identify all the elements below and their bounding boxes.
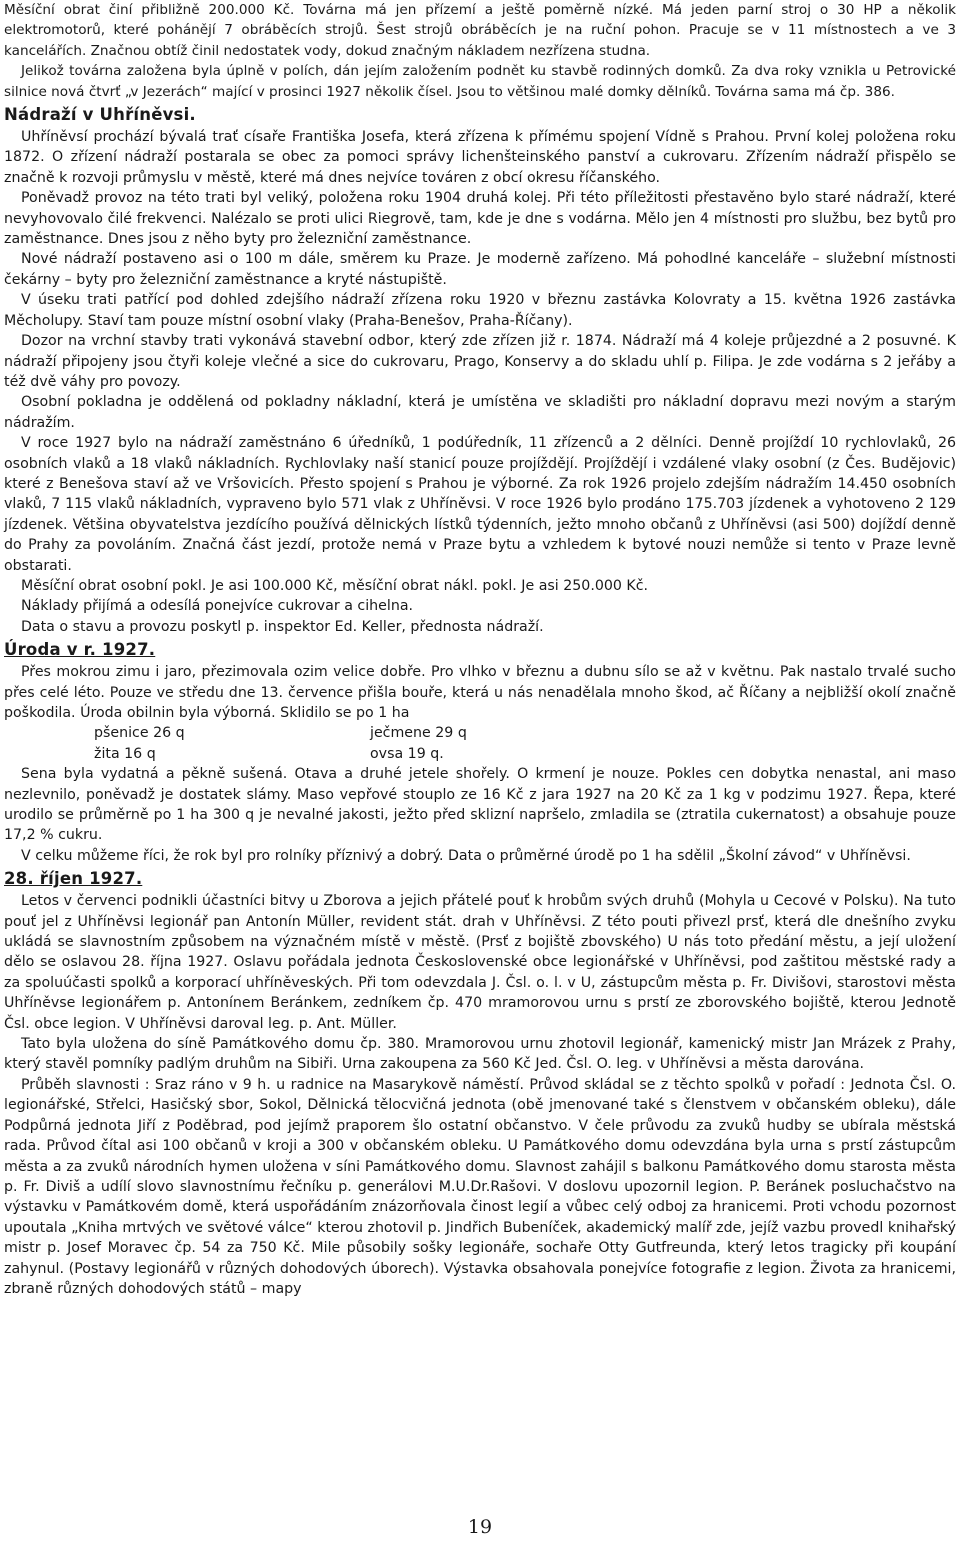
paragraph-freight: Náklady přijímá a odesílá ponejvíce cukrovar a cihelna. — [21, 598, 414, 615]
paragraph-new-station: Nové nádraží postaveno asi o 100 m dále, směrem ku Praze. Je moderně zařízeno. Má pohodlné kanceláře – služební místnosti čekárny – byty pro železniční zaměstnance a kryté nástupiště. — [4, 251, 956, 288]
yield-cell: ječmene 29 q — [370, 725, 467, 742]
paragraph-factory-houses: Jelikož továrna založena byla úplně v polích, dán jejím založením podnět ku stavbě rodinných domků. Za dva roky vznikla u Petrovické silnice nová čtvrť „v Jezerách“ mající v prosinci 1927 několik čísel. Jsou to většinou malé domky dělníků. Továrna sama má čp. 386. — [4, 63, 956, 100]
paragraph-ceremony: Průběh slavnosti : Sraz ráno v 9 h. u radnice na Masarykově náměstí. Průvod skládal se z těchto spolků v pořadí : Jednota Čsl. O. legionářské, Střelci, Hasičský sbor, Sokol, Dělnická tělocvičná jednota (obě jmenované také s členstvem v občanském obleku), dále Podpůrná jednota Jiří z Poděbrad, pod jejímž praporem šlo ostatní občanstvo. V čele průvodu za zvuků hudby se ubírala městská rada. Průvod čítal asi 100 občanů v kroji a 300 v občanském obleku. U Památkového domu odevzdána byla urna s prstí zástupcům města a za zvuků národních hymen uložena v síni Památkového domu. Slavnost zahájil s balkonu Památkového domu starosta města p. Fr. Diviš a udílí slovo slavnostnímu řečníku p. generálovi M.U.Dr.Rašovi. V doslovu upozornil legion. P. Beránek posluchačstvo na výstavku v Památkovém domě, která uspořádáním znázorňovala činost legií a vůbec celý odboj za hranicemi. Proti vchodu pozornost upoutala „Kniha mrtvých ve světové válce“ kterou zhotovil p. Jindřich Bubeníček, akademický malíř zde, jejíž vazbu provedl knihařský mistr p. Josef Moravec čp. 54 za 750 Kč. Mile působily sošky legionáře, sochaře Otty Gutfreunda, který letos tragicky při koupání zahynul. (Postavy legionářů v různých dohodových úborech). Výstavka obsahovala ponejvíce fotografie z legion. Života za hranicemi, zbraně různých dohodových států – mapy — [4, 1076, 956, 1297]
yield-row — [4, 744, 956, 764]
yield-table — [4, 723, 956, 764]
yield-cell: žita 16 q — [94, 745, 156, 762]
paragraph-tracks: Dozor na vrchní stavby trati vykonává stavební odbor, který zde zřízen již r. 1874. Nádraží má 4 koleje průjezdné a 2 posuvné. K nádraží připojeny jsou čtyři koleje vlečné a sice do cukrovaru, Prago, Konservy a do skladu uhlí p. Filipa. Je zde vodárna s 2 jeřáby a též dvě váhy pro povozy. — [4, 333, 956, 390]
yield-row — [4, 723, 956, 743]
paragraph-ticket-office: Osobní pokladna je oddělená od pokladny nákladní, která je umístěna ve skladišti pro nákladní dopravu mezi novým a starým nádražím. — [4, 394, 956, 431]
paragraph-urn: Tato byla uložena do síně Památkového domu čp. 380. Mramorovou urnu zhotovil legionář, kamenický mistr Jan Mrázek z Prahy, který stavěl pomníky padlým druhům na Sibiři. Urna zakoupena za 560 Kč Jed. Čsl. O. leg. v Uhříněvsi a města darována. — [4, 1036, 956, 1073]
paragraph-hay: Sena byla vydatná a pěkně sušená. Otava a druhé jetele shořely. O krmení je nouze. Pokles cen dobytka nenastal, ani maso nezlevnilo, poněvadž je dostatek slámy. Maso vepřové stouplo ze 16 Kč z jara 1927 na 20 Kč za 1 kg v podzimu 1927. Řepa, které urodilo se průměrně po 1 ha 300 q je nevalné jakosti, ježto před sklizní napršelo, zmladila se (ztratila cukernatost) a obsahuje pouze 17,2 % cukru. — [4, 766, 956, 844]
yield-cell: ovsa 19 q. — [370, 745, 444, 762]
document-body — [4, 0, 956, 1299]
paragraph-data-source: Data o stavu a provozu poskytl p. inspektor Ed. Keller, přednosta nádraží. — [21, 618, 544, 635]
paragraph-station-history: Uhříněvsí prochází bývalá trať císaře Františka Josefa, která zřízena k přímému spojení Vídně s Prahou. První kolej položena roku 1872. O zřízení nádraží postarala se obec za pomoci správy lichenšteinského panství a cukrovaru. Zřízením nádraží přispělo se značně k rozvoji průmyslu v městě, které má dnes nejvíce továren z obcí okresu říčanského. — [4, 129, 956, 186]
heading-station: Nádraží v Uhříněvsi. — [4, 105, 196, 125]
paragraph-staff-traffic: V roce 1927 bylo na nádraží zaměstnáno 6 úředníků, 1 podúředník, 11 zřízenců a 2 dělníci. Denně projíždí 10 rychlovlaků, 26 osobních vlaků a 18 vlaků nákladních. Rychlovlaky naší stanicí pouze projíždějí. Projíždějí i vzdálené vlaky osobní (z Čes. Budějovic) které z Benešova staví až ve Vršovicích. Přesto spojení s Prahou je výborné. Za rok 1926 projelo zdejším nádražím 14.450 osobních vlaků, 7 115 vlaků nákladních, vypraveno bylo 571 vlak z Uhříněvsi. V roce 1926 bylo prodáno 175.703 jízdenek a vyhotoveno 2 129 jízdenek. Většina obyvatelstva jezdícího používá dělnických lístků týdenních, ježto mnoho občanů z Uhříněvsi (asi 500) dojíždí denně do Prahy za povoláním. Značná část jezdí, protože nemá v Praze bytu a vzhledem k bytové nouzi nemůže si tento v Praze levně obstarati. — [4, 435, 956, 574]
paragraph-stops: V úseku trati patřící pod dohled zdejšího nádraží zřízena roku 1920 v březnu zastávka Kolovraty a 15. května 1926 zastávka Měcholupy. Staví tam pouze místní osobní vlaky (Praha-Benešov, Praha-Říčany). — [4, 292, 956, 329]
heading-harvest: Úroda v r. 1927. — [4, 640, 156, 660]
paragraph-turnover: Měsíční obrat osobní pokl. Je asi 100.000 Kč, měsíční obrat nákl. pokl. Je asi 250.000 Kč. — [21, 577, 649, 594]
paragraph-factory-turnover: Měsíční obrat činí přibližně 200.000 Kč. Továrna má jen přízemí a ještě poměrně nízké. Má jeden parní stroj o 30 HP a několik elektromotorů, které pohánějí 7 obráběcích strojů. Šest strojů obráběcích je na ruční pohon. Pracuje se v 11 místnostech a ve 3 kancelářích. Značnou obtíž činil nedostatek vody, dokud značným nákladem nezřízena studna. — [4, 2, 956, 59]
paragraph-year-summary: V celku můžeme říci, že rok byl pro rolníky příznivý a dobrý. Data o průměrné úrodě po 1 ha sdělil „Školní závod“ v Uhříněvsi. — [21, 847, 911, 864]
paragraph-second-track: Poněvadž provoz na této trati byl veliký, položena roku 1904 druhá kolej. Při této příležitosti přestavěno bylo staré nádraží, které nevyhovovalo čilé frekvenci. Nalézalo se proti ulici Riegrově, tam, kde je dne s vodárna. Mělo jen 4 místnosti pro službu, bez bytů pro zaměstnance. Dnes jsou z něho byty pro železniční zaměstnance. — [4, 190, 956, 248]
heading-october: 28. říjen 1927. — [4, 869, 143, 889]
paragraph-zborov: Letos v červenci podnikli účastníci bitvy u Zborova a jejich přátelé pouť k hrobům svých druhů (Mohyla u Cecové v Polsku). Na tuto pouť jel z Uhříněvsi legionář pan Antonín Müller, revident stát. drah v Uhříněvsi. Z této pouti přivezl prsť, která dle dnešního zvyku ukládá se slavnostním způsobem na význačném místě v městě. (Prsť z bojiště zbovského) U nás toto předání městu, a její uložení dělo se oslavou 28. října 1927. Oslavu pořádala jednota Československé obce legionářské v Uhříněvsi, pod zaštitou městské rady a za spoluúčasti spolků a korporací uhříněveských. Při tom odevzdala J. Čsl. o. l. v U, zástupcům města p. Fr. Divišovi, starostovi města Uhříněvse legionářem p. Antonínem Beránkem, zedníkem čp. 470 mramorovou urnu s prstí ze zborovského bojiště, kterou Jednotě Čsl. obce legion. V Uhříněvsi daroval leg. p. Ant. Müller. — [4, 893, 956, 1032]
paragraph-harvest: Přes mokrou zimu i jaro, přezimovala ozim velice dobře. Pro vlhko v březnu a dubnu sílo se až v květnu. Pak nastalo trvalé sucho přes celé léto. Pouze ve středu dne 13. července přišla bouře, která u nás nenadělala mnoho škod, ač Říčany a nejbližší okolí značně poškodila. Úroda obilnin byla výborná. Sklidilo se po 1 ha — [4, 664, 956, 721]
yield-cell: pšenice 26 q — [94, 725, 185, 742]
page-number: 19 — [467, 1516, 493, 1538]
